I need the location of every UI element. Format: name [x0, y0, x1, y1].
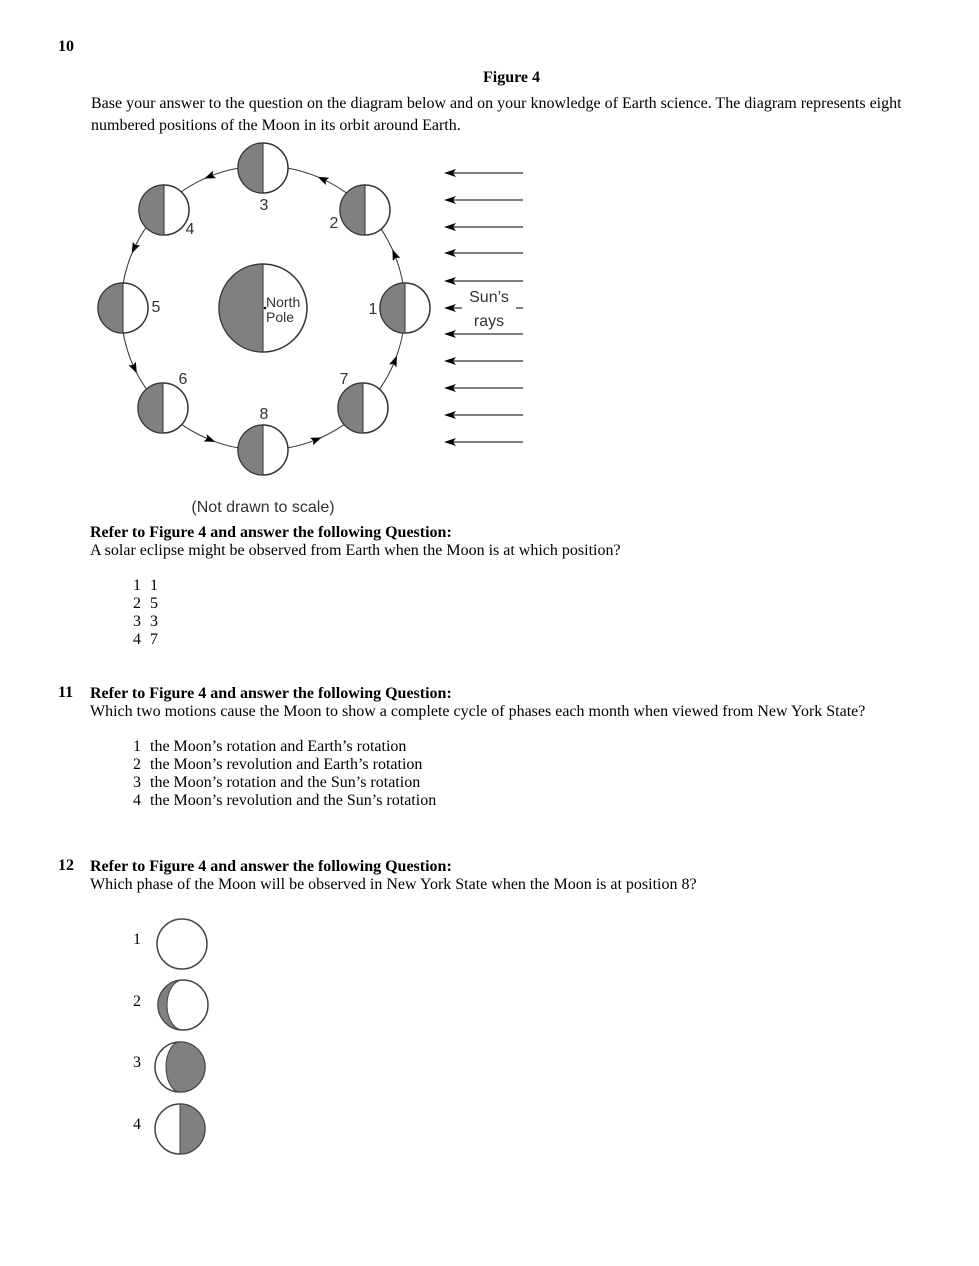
moon-orbit-diagram — [0, 0, 979, 530]
moon-phase-options — [0, 900, 260, 1170]
question-12-number: 12 — [58, 857, 74, 874]
orbit-arrow-icon — [389, 248, 401, 261]
crescent-lit-left-icon[interactable] — [155, 1042, 205, 1092]
diagram-caption: (Not drawn to scale) — [191, 499, 335, 516]
question-10-number: 10 — [58, 38, 74, 55]
answer-option[interactable] — [133, 774, 436, 792]
earth-label: Pole — [266, 309, 295, 325]
figure-intro: Base your answer to the question on the diagram below and on your knowledge of Earth science. The diagram represents eight numbered positions of the Moon in its orbit around Earth. — [91, 95, 902, 134]
option-text: 7 — [150, 631, 158, 648]
orbit-arrow-icon — [389, 354, 401, 367]
night-side — [98, 283, 123, 333]
moon-position-3 — [238, 143, 288, 193]
answer-option[interactable] — [133, 792, 436, 810]
question-10-options — [133, 577, 158, 649]
night-side — [238, 425, 263, 475]
question-11-text: Which two motions cause the Moon to show a complete cycle of phases each month when viewed from New York State? — [90, 703, 866, 720]
position-label: 8 — [259, 406, 269, 423]
answer-option[interactable] — [133, 738, 436, 756]
question-12-text: Which phase of the Moon will be observed in New York State when the Moon is at position 8? — [90, 876, 697, 893]
answer-option[interactable] — [133, 756, 436, 774]
moon-position-8 — [338, 383, 388, 433]
position-label: 4 — [185, 221, 195, 238]
answer-option[interactable] — [133, 631, 158, 649]
option-text: 3 — [150, 613, 158, 630]
night-side — [380, 283, 405, 333]
option-number: 2 — [133, 756, 141, 773]
option-text: 1 — [150, 577, 158, 594]
option-text: the Moon’s revolution and Earth’s rotation — [150, 756, 423, 773]
option-number: 4 — [133, 1116, 141, 1133]
orbit-arrow-icon — [204, 434, 217, 446]
earth-label: North — [266, 294, 301, 310]
night-side — [340, 185, 365, 235]
night-side — [338, 383, 363, 433]
position-label: 1 — [368, 301, 378, 318]
sun-rays-label: rays — [473, 313, 505, 330]
night-side — [139, 185, 164, 235]
night-side — [219, 264, 263, 352]
night-side — [238, 143, 263, 193]
moon-position-6 — [138, 383, 188, 433]
orbit-arrow-icon — [310, 434, 323, 446]
orbit-arrow-icon — [203, 171, 216, 183]
option-number: 4 — [133, 631, 141, 648]
question-10-prompt: Refer to Figure 4 and answer the following Question: — [90, 524, 452, 541]
option-text: 5 — [150, 595, 158, 612]
option-text: the Moon’s rotation and the Sun’s rotation — [150, 774, 421, 791]
option-text: the Moon’s rotation and Earth’s rotation — [150, 738, 407, 755]
position-label: 7 — [339, 371, 349, 388]
position-label: 5 — [151, 299, 161, 316]
position-label: 3 — [259, 197, 269, 214]
moon-position-4 — [139, 185, 189, 235]
question-12-prompt: Refer to Figure 4 and answer the following Question: — [90, 858, 452, 875]
position-label: 2 — [329, 215, 339, 232]
night-side — [138, 383, 163, 433]
option-number: 3 — [133, 1054, 141, 1071]
position-label: 6 — [178, 371, 188, 388]
moon-position-1 — [380, 283, 430, 333]
answer-option[interactable] — [133, 613, 158, 631]
answer-option[interactable] — [133, 577, 158, 595]
option-number: 2 — [133, 993, 141, 1010]
orbit-arrow-icon — [316, 173, 329, 185]
question-11-prompt: Refer to Figure 4 and answer the following Question: — [90, 685, 452, 702]
answer-option[interactable] — [133, 595, 158, 613]
moon-position-7 — [238, 425, 288, 475]
orbit-arrow-icon — [129, 362, 141, 375]
option-number: 3 — [133, 774, 141, 791]
question-10-text: A solar eclipse might be observed from Earth when the Moon is at which position? — [90, 542, 621, 559]
moon-position-2 — [340, 185, 390, 235]
left-crescent-dark-icon[interactable] — [158, 980, 208, 1030]
full-moon-icon[interactable] — [157, 919, 207, 969]
option-number: 1 — [133, 577, 141, 594]
option-number: 1 — [133, 931, 141, 948]
option-text: the Moon’s revolution and the Sun’s rotation — [150, 792, 437, 809]
option-number: 4 — [133, 792, 141, 809]
half-moon-right-dark-icon[interactable] — [155, 1104, 205, 1154]
sun-rays-label: Sun’s — [469, 289, 509, 306]
option-number: 3 — [133, 613, 141, 630]
question-11-number: 11 — [58, 684, 74, 701]
orbit-arrow-icon — [128, 242, 140, 255]
question-11-options — [133, 738, 436, 810]
option-number: 2 — [133, 595, 141, 612]
option-number: 1 — [133, 738, 141, 755]
moon-position-5 — [98, 283, 148, 333]
figure-title: Figure 4 — [483, 69, 541, 86]
